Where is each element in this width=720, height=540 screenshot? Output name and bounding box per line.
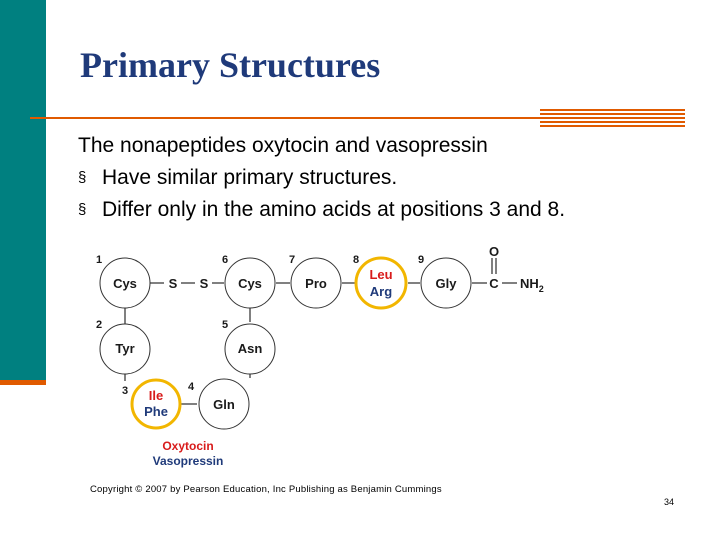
title-rule (30, 117, 540, 119)
position-1: 1 (95, 254, 103, 266)
bullet-item (78, 166, 397, 190)
residue-cys1: Cys (113, 276, 137, 291)
peptide-diagram (80, 240, 560, 472)
left-accent-tick (0, 380, 46, 385)
position-9: 9 (417, 254, 425, 266)
residue-asn5: Asn (237, 341, 263, 356)
intro-text: The nonapeptides oxytocin and vasopressin (78, 134, 488, 157)
page-number: 34 (664, 497, 675, 507)
residue3-vasopressin: Phe (144, 404, 168, 419)
residue3-oxytocin: Ile (148, 388, 164, 403)
residue8-vasopressin: Arg (369, 284, 393, 299)
residue-gln4: Gln (213, 397, 235, 412)
title-rule-block (540, 109, 685, 127)
sulfur-2: S (199, 276, 209, 291)
legend-vasopressin: Vasopressin (152, 454, 224, 468)
position-4: 4 (187, 381, 195, 393)
residue-pro7: Pro (305, 276, 327, 291)
bullet-item (78, 198, 565, 222)
position-3: 3 (121, 385, 129, 397)
bullet-mark: § (78, 201, 87, 218)
residue-gly9: Gly (435, 276, 457, 291)
bullet-text: Differ only in the amino acids at positions 3 and 8. (102, 198, 566, 221)
position-6: 6 (221, 254, 229, 266)
position-7: 7 (288, 254, 296, 266)
sulfur-1: S (168, 276, 178, 291)
terminal-oxygen: O (488, 244, 500, 259)
position-8: 8 (352, 254, 360, 266)
bullet-text: Have similar primary structures. (102, 166, 398, 189)
residue-cys6: Cys (238, 276, 262, 291)
terminal-carbon: C (489, 276, 499, 291)
left-accent-bar (0, 0, 46, 380)
bullet-mark: § (78, 169, 87, 186)
position-5: 5 (221, 319, 229, 331)
legend-oxytocin: Oxytocin (162, 439, 214, 453)
terminal-amide: $NH_2$ (520, 276, 544, 294)
residue-tyr2: Tyr (115, 341, 135, 356)
residue8-oxytocin: Leu (369, 267, 393, 282)
copyright-notice: Copyright © 2007 by Pearson Education, Inc Publishing as Benjamin Cummings (90, 484, 442, 495)
slide-title: Primary Structures (80, 45, 381, 85)
position-2: 2 (95, 319, 103, 331)
